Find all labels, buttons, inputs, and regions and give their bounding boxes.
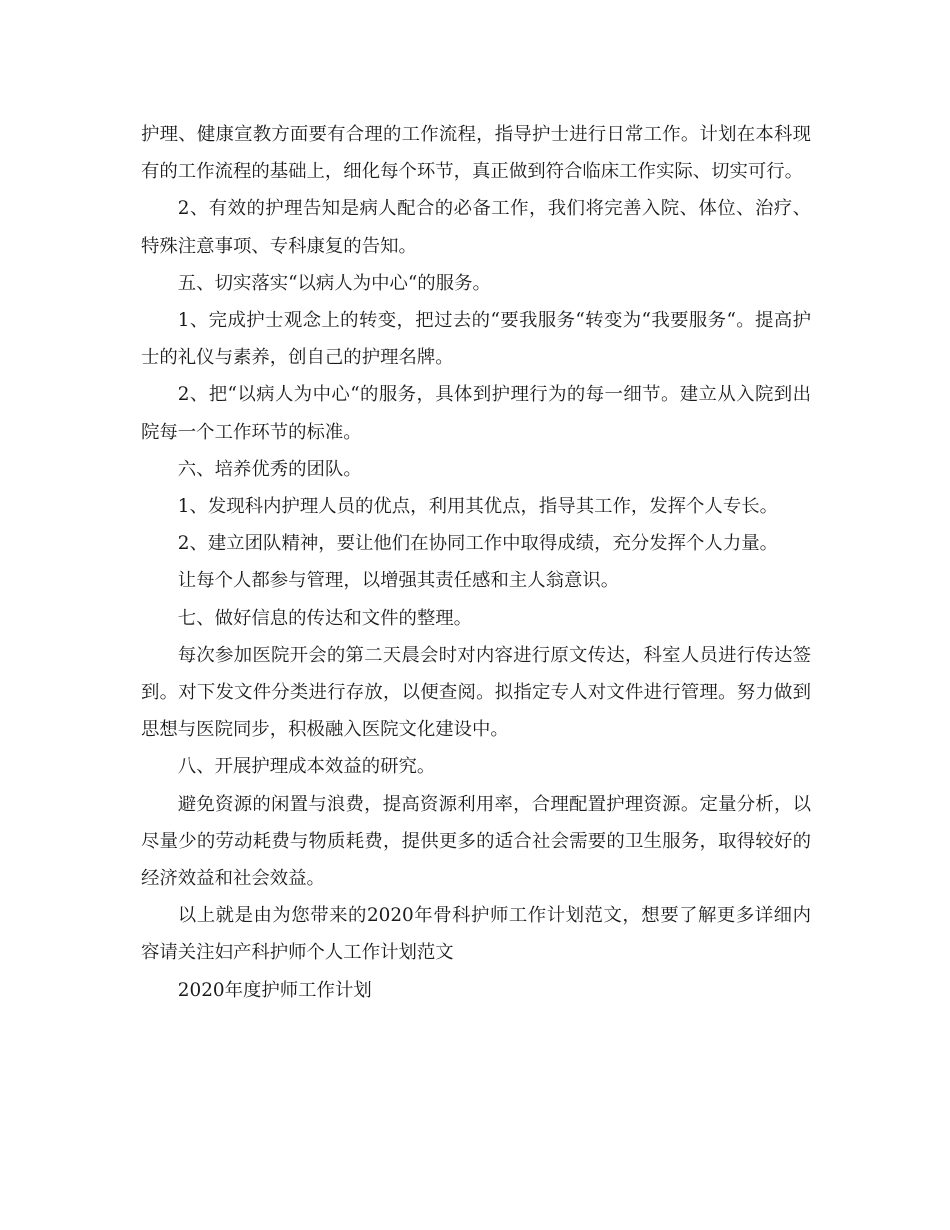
paragraph-team-management: 让每个人都参与管理，以增强其责任感和主人翁意识。 [177,570,620,592]
paragraph-team-item-2: 2、建立团队精神，要让他们在协同工作中取得成绩，充分发挥个人力量。 [177,533,778,555]
section-heading-6: 六、培养优秀的团队。 [177,458,362,480]
paragraph-information-transfer: 每次参加医院开会的第二天晨会时对内容进行原文传达，科室人员进行传达签到。对下发文件分类进行存放，以便查阅。拟指定专人对文件进行管理。努力做到思想与医院同步，积极融入医院文化建设中。 [141,644,811,741]
paragraph-related-title: 2020年度护师工作计划 [177,979,372,1001]
paragraph-notification-item-2: 2、有效的护理告知是病人配合的必备工作，我们将完善入院、体位、治疗、特殊注意事项、专科康复的告知。 [141,198,811,257]
section-heading-5: 五、切实落实“以病人为中心“的服务。 [177,272,491,294]
section-heading-8: 八、开展护理成本效益的研究。 [177,756,436,778]
paragraph-service-item-2: 2、把“以病人为中心“的服务，具体到护理行为的每一细节。建立从入院到出院每一个工作环节的标准。 [141,384,811,443]
paragraph-continued-workflow: 护理、健康宣教方面要有合理的工作流程，指导护士进行日常工作。计划在本科现有的工作流程的基础上，细化每个环节，真正做到符合临床工作实际、切实可行。 [141,124,811,183]
document-body [141,116,811,1009]
paragraph-team-item-1: 1、发现科内护理人员的优点，利用其优点，指导其工作，发挥个人专长。 [177,496,778,518]
paragraph-cost-benefit: 避免资源的闲置与浪费，提高资源利用率，合理配置护理资源。定量分析，以尽量少的劳动耗费与物质耗费，提供更多的适合社会需要的卫生服务，取得较好的经济效益和社会效益。 [141,793,811,890]
section-heading-7: 七、做好信息的传达和文件的整理。 [177,607,473,629]
paragraph-service-item-1: 1、完成护士观念上的转变，把过去的“要我服务“转变为“我要服务“。提高护士的礼仪与素养，创自己的护理名牌。 [141,310,811,369]
paragraph-closing-note: 以上就是由为您带来的2020年骨科护师工作计划范文，想要了解更多详细内容请关注妇产科护师个人工作计划范文 [141,905,811,964]
